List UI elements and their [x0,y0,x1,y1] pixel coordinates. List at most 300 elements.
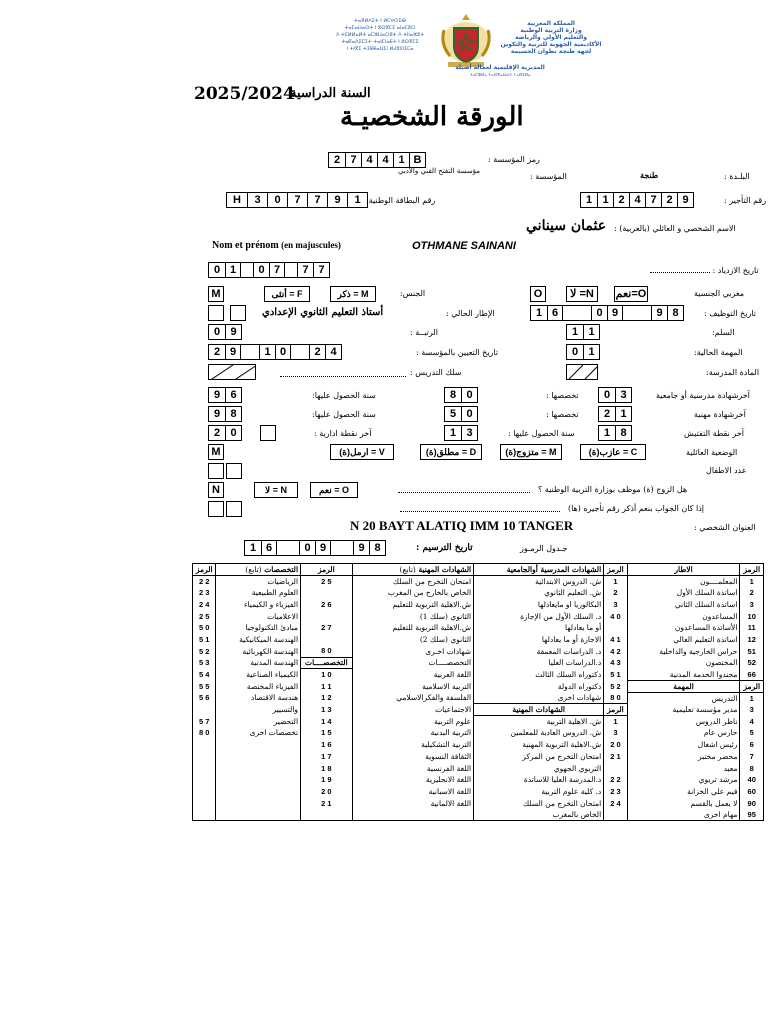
digit-box: 7 [645,193,661,207]
codes-table-label: جـدول الرمـوز [520,544,568,553]
digit-box: 2 [213,346,221,358]
legend-cell-school-name: امتحان التخرج من المركز [474,751,604,763]
spouse-payroll-box [208,501,224,517]
gender-label: الجنس: [400,289,426,298]
legend-cell-spec-name [216,786,301,798]
gender-value-box: M [208,286,224,302]
legend-cell-spec-code: 5 4 [193,669,216,681]
legend-cell-school-code: 2 [604,587,627,599]
task-label: المهمة الحالية: [694,348,743,357]
legend-cell-prof-name: الثقافة النسوية [352,751,473,763]
legend-row [193,786,764,798]
legend-row [193,599,764,611]
gender-male-option: ذكر = M [330,286,376,302]
school-spec-boxes [444,387,478,403]
legend-cell-spec-name: الكيمياء الصناعية [216,669,301,681]
codes-legend-table [192,563,764,821]
legend-cell-prof-code [301,634,353,646]
name-fr-label-note: (en majuscules) [281,240,341,250]
legend-cell-school-code: 1 [604,575,627,587]
legend-cell-spec-code [193,762,216,774]
digit-box: 6 [547,306,563,320]
name-fr-label-main: Nom et prénom [212,240,279,251]
legend-cell-frame-name: قيم علي الخزانة [627,786,740,798]
digit-box: 7 [313,263,329,277]
legend-cell-spec-code: 5 3 [193,657,216,669]
school-cert-boxes [598,387,632,403]
legend-cell-spec-name: الفيزياء و الكيمياء [216,599,301,611]
digit-box: 1 [597,193,613,207]
digit-box: 9 [677,193,693,207]
header-prof-code: الرمز [301,564,353,576]
legend-cell-prof-code [301,610,353,622]
digit-box: 1 [583,345,599,359]
legend-cell-school-name: ش.الاهلية التربوية المهنية [474,739,604,751]
legend-cell-spec-name [216,809,301,821]
legend-cell-prof-code: 2 6 [301,599,353,611]
spouse-no-option: لا = N [254,482,298,498]
legend-cell-school-name: ش. الاهلية التربية [474,715,604,727]
legend-row [193,704,764,716]
legend-cell-spec-name: الرياضيات [216,575,301,587]
header-frame: الاطار [627,564,740,576]
legend-cell-spec-name: تخصصات اخرى [216,727,301,739]
legend-cell-frame-name: المعلمــــون [627,575,740,587]
legend-cell-frame-name: التدريس [627,692,740,704]
legend-row [193,715,764,727]
legend-cell-frame-code: 3 [740,704,764,716]
legend-cell-frame-code: 66 [740,669,764,681]
legend-cell-spec-code [193,774,216,786]
header-prof [352,564,473,576]
prof-cert-label: آخرشهادة مهنية [694,410,746,419]
hire-date-boxes [530,305,684,321]
empty-cycle-box [208,364,256,380]
header-spec [216,564,301,576]
subject-label: المادة المدرسة: [706,368,760,377]
legend-cell-prof-code: 1 6 [301,739,353,751]
rank-label: الرتبــة : [410,328,438,337]
digit-box: 1 [571,326,579,338]
digit-box: 7 [297,263,313,277]
legend-cell-prof-name: علوم التربية [352,715,473,727]
legend-cell-spec-name: الهندسة الكهربائية [216,645,301,657]
legend-cell-frame-name: مرشد تربوي [627,774,740,786]
legend-cell-prof-name: التربية الاسلامية [352,680,473,692]
legend-cell-prof-name: ش.الاهلية التربوية للتعليم [352,622,473,634]
legend-cell-spec-name: الفيزياء المختصة [216,680,301,692]
family-value-box: M [208,444,224,460]
legend-cell-frame-code: 52 [740,657,764,669]
legend-cell-school-code: 4 1 [604,634,627,646]
legend-cell-frame-name: ناظر الدروس [627,715,740,727]
legend-cell-spec-code [193,739,216,751]
legend-row [193,739,764,751]
legend-cell-school-name: الاجازة أو ما يعادلها [474,634,604,646]
legend-cell-frame-code: 11 [740,622,764,634]
digit-box: 0 [213,326,221,338]
legend-cell-spec-code: 5 6 [193,692,216,704]
legend-cell-frame-code: 8 [740,762,764,774]
legend-cell-school-code: 5 2 [604,680,627,692]
assign-date-boxes [208,344,342,360]
digit-box: 8 [449,389,457,401]
admin-decimal-box [260,425,276,441]
header-frame-code: الرمز [740,564,764,576]
legend-cell-school-name: د.الدراسات العليا [474,657,604,669]
legend-cell-school-name: د. السلك الأول من الإجازة [474,610,604,622]
digit-box: 3 [461,426,477,440]
digit-box: 1 [249,542,257,554]
legend-cell-school-code: 2 0 [604,739,627,751]
coat-of-arms-emblem [438,10,494,70]
admin-note-boxes [208,425,242,441]
legend-cell-spec-name: الاعلاميات [216,610,301,622]
digit-box: 2 [661,193,677,207]
legend-cell-prof-code: 2 5 [301,575,353,587]
legend-cell-school-name: شهادات اخرى [474,692,604,704]
tifinagh-line: ⴷ ⵜⵎⵍⵍⴰⵍⵜ ⴰⵎⵣⵡⴰⵔⵓⵜ ⴷ ⵜⵏⵏⴰⵣⵓⵜ [335,32,425,38]
legend-cell-prof-name: اللغة العربية [352,669,473,681]
digit-box: 7 [345,153,361,167]
digit-box: 1 [583,325,599,339]
digit-box: 2 [613,193,629,207]
legend-cell-school-code: 3 [604,727,627,739]
legend-cell-frame-code: 5 [740,727,764,739]
legend-cell-spec-name [216,797,301,809]
legend-cell-prof-name: الخاص بالخارج من المغرب [352,587,473,599]
digit-box: 0 [275,345,291,359]
family-status-label: الوضعية العائلية [686,448,738,457]
address-label: العنوان الشخصي : [694,523,756,532]
legend-row [193,797,764,809]
digit-box: 1 [449,427,457,439]
legend-cell-spec-code [193,797,216,809]
divorced-option: مطلق(ة) = D [420,444,482,460]
legend-cell-prof-name: اللغة الالمانية [352,797,473,809]
header-spec-text: التخصصات [264,564,299,574]
legend-cell-prof-name: امتحان التخرج من السلك [352,575,473,587]
legend-cell-frame-code: 51 [740,645,764,657]
legend-cell-frame-code: 6 [740,739,764,751]
page-title: الورقة الشخصيـة [340,102,524,132]
arabic-header-line: الأكاديمية الجهوية للتربية والتكوين [500,41,602,48]
legend-cell-prof-code: 1 0 [301,669,353,681]
legend-cell-school-code: 1 [604,715,627,727]
inspection-label: آخر نقطة التفتيش [684,429,744,438]
legend-cell-school-name: الخاص بالمغرب [474,809,604,821]
legend-cell-school-name: ش. الدروس الابتدائية [474,575,604,587]
digit-box: 0 [299,541,315,555]
nationality-label: مغربي الجنسية [694,289,745,298]
tifinagh-header [330,18,430,53]
digit-box: 6 [261,541,277,555]
digit-box: 6 [225,388,241,402]
digit-box: 1 [393,153,409,167]
legend-header-row [193,564,764,576]
dotted-line [398,492,530,493]
legend-cell-frame-name: حراس الخارجية والداخلية [627,645,740,657]
legend-cell-frame-code: 40 [740,774,764,786]
legend-cell-prof-name: التربية البدنية [352,727,473,739]
legend-cell-school-code: الرمز [604,704,627,716]
name-fr-value: OTHMANE SAINANI [412,240,516,252]
legend-cell-prof-code: 8 0 [301,645,353,657]
legend-cell-prof-name: ش.الاهلية التربوية للتعليم [352,599,473,611]
prof-year-boxes [208,406,242,422]
legend-cell-frame-name: اساتذة السلك الأول [627,587,740,599]
digit-box: 2 [309,345,325,359]
legend-cell-spec-name [216,762,301,774]
widow-option: ارمل(ة) = V [330,444,394,460]
legend-cell-frame-code: 1 [740,692,764,704]
scale-label: السلم: [712,328,735,337]
legend-cell-school-code: 4 3 [604,657,627,669]
legend-cell-spec-code: 5 2 [193,645,216,657]
digit-box: 3 [247,193,267,207]
legend-cell-frame-name: مدير مؤسسة تعليمية [627,704,740,716]
digit-box: 8 [225,407,241,421]
legend-cell-frame-name: معيد [627,762,740,774]
digit-box: 9 [213,408,221,420]
prof-spec-boxes [444,406,478,422]
legend-cell-school-name: البكالوريا او مايعادلها [474,599,604,611]
legend-row [193,575,764,587]
birth-label-text: تاريخ الازدياد : [712,266,759,275]
legend-cell-school-name: د. كلية علوم التربية [474,786,604,798]
tifinagh-line: ⵜⴰⵎⴰⵡⴰⵙⵜ ⵏ ⵓⵙⴳⵎⵉ ⴰⵏⴰⵎⵓⵔ [344,25,416,31]
legend-cell-prof-code: 1 5 [301,727,353,739]
assign-date-label: تاريخ التعيين بالمؤسسة : [416,348,499,357]
legend-cell-spec-name [216,774,301,786]
digit-box: 0 [571,346,579,358]
digit-box: 0 [253,263,269,277]
legend-cell-school-code [604,762,627,774]
inspection-boxes [598,425,632,441]
header-prof-text: الشهادات المهنية [418,564,472,574]
prof-cert-boxes [598,406,632,422]
digit-box: 2 [603,408,611,420]
digit-box: 9 [315,541,331,555]
legend-cell-school-code: 8 0 [604,692,627,704]
digit-box: 0 [225,426,241,440]
digit-box: 0 [267,193,287,207]
inspection-year-boxes [444,425,478,441]
legend-cell-prof-name [352,809,473,821]
digit-box: B [409,153,425,167]
digit-box: 1 [259,345,275,359]
legend-cell-frame-code: 2 [740,587,764,599]
legend-cell-school-name: امتحان التخرج من السلك [474,797,604,809]
digit-box: 1 [585,194,593,206]
legend-cell-prof-code: 1 3 [301,704,353,716]
address-value: N 20 BAYT ALATIQ IMM 10 TANGER [350,518,574,533]
gender-female-option: أنثى = F [264,286,310,302]
legend-row [193,634,764,646]
institution-value: مؤسسة التفتح الفني والأدبي [398,167,481,175]
empty-box [208,305,224,321]
legend-cell-school-code: 5 1 [604,669,627,681]
legend-cell-prof-name: الفلسفة والفكرالاسلامي [352,692,473,704]
legend-cell-school-code: 2 1 [604,751,627,763]
digit-box: 1 [225,263,241,277]
digit-box: 9 [327,193,347,207]
legend-cell-prof-code: 1 2 [301,692,353,704]
name-ar-label: الاسم الشخصي و العائلي (بالعربية) : [614,224,736,233]
hire-date-label: تاريخ التوظيف : [704,309,756,318]
legend-row [193,680,764,692]
legend-cell-spec-name: العلوم الطبيعية [216,587,301,599]
digit-box: 4 [361,153,377,167]
legend-cell-spec-code: 2 5 [193,610,216,622]
legend-cell-spec-code: 2 3 [193,587,216,599]
institution-code-label: رمز المؤسسة : [488,155,540,164]
tenure-boxes [244,540,386,556]
digit-box: H [233,194,241,206]
institution-label: المؤسسة : [530,172,567,181]
direction-tif: ⵜⴰⵎⵀⵍⴰ ⵜⴰⵙⴳⴰⵡⴰⵏⵜ ⵏ ⴰⵚⵉⵍⴰ [469,72,531,77]
city-label: البلـدة : [724,172,750,181]
legend-cell-frame-code: الرمز [740,680,764,692]
legend-cell-prof-code: 1 9 [301,774,353,786]
legend-cell-prof-name: الاجتماعيات [352,704,473,716]
task-boxes [566,344,600,360]
legend-cell-prof-name: شهادات اخـرى [352,645,473,657]
single-option: عازب(ة) = C [580,444,646,460]
digit-box: 5 [449,408,457,420]
legend-cell-frame-code: 60 [740,786,764,798]
legend-cell-spec-name [216,739,301,751]
tifinagh-line: ⵏ ⵜⵏⴳⵉ ⵜⵉⵟⵟⴰⵡⵉⵏ ⵍⵃⵓⵙⵉⵎⴰ [346,46,414,52]
legend-cell-spec-code [193,704,216,716]
school-spec-label: تخصصها : [546,391,579,400]
arabic-header-line: والتعليم الأولي والرياضة [515,34,587,41]
legend-row [193,622,764,634]
children-box [208,463,224,479]
children-label: عدد الاطفال [706,466,747,475]
legend-cell-prof-name: اللغة الانجليزية [352,774,473,786]
legend-cell-spec-code: 5 7 [193,715,216,727]
legend-cell-frame-code: 10 [740,610,764,622]
legend-cell-frame-name: محضر مختبر [627,751,740,763]
spouse-question: هل الزوج (ة) موظف بوزارة التربية الوطنية ؟ [538,485,688,494]
legend-cell-spec-code: 2 4 [193,599,216,611]
name-ar-value: عثمان سيناني [526,218,607,234]
digit-box: 3 [615,388,631,402]
legend-cell-school-code [604,622,627,634]
legend-row [193,727,764,739]
digit-box: 2 [333,154,341,166]
legend-cell-prof-code: 1 1 [301,680,353,692]
rank-boxes [208,324,242,340]
legend-cell-prof-code: 1 4 [301,715,353,727]
cin-boxes [226,192,368,208]
frame-label: الإطار الحالي : [446,309,495,318]
legend-cell-prof-name: اللغة الاسبانية [352,786,473,798]
digit-box: 1 [603,427,611,439]
legend-cell-frame-name: اساتذة التعليم العالي [627,634,740,646]
legend-cell-frame-code: 90 [740,797,764,809]
legend-cell-spec-name: الهندسة المدنية [216,657,301,669]
digit-box: 2 [213,427,221,439]
digit-box: 4 [377,153,393,167]
dotted-line [400,511,560,512]
legend-cell-spec-name: والتسيير [216,704,301,716]
cin-label: رقم البطاقة الوطنية: [366,196,436,205]
legend-cell-frame-name: مهام اخرى [627,809,740,821]
frame-value: أستاذ التعليم الثانوي الإعدادي [262,307,384,318]
digit-box: 8 [369,541,385,555]
legend-cell-frame-name: المختصون [627,657,740,669]
legend-cell-frame-name: مجندوا الخدمة المدنية [627,669,740,681]
digit-box: 8 [615,426,631,440]
legend-cell-school-name: ش. التعليم الثانوي [474,587,604,599]
legend-cell-frame-code: 1 [740,575,764,587]
legend-cell-prof-code: 1 8 [301,762,353,774]
name-fr-label [212,240,341,251]
arabic-header-line: لجهة طنجة تطوان الحسيمة [510,48,592,55]
header-school: الشهادات المدرسية أوالجامعية [474,564,604,576]
direction-ar: المديرية الإقليمية لعمالة أصيلة [455,64,545,71]
digit-box: 1 [535,307,543,319]
legend-cell-spec-code: 5 1 [193,634,216,646]
legend-cell-school-name: دكتوراه السلك الثالث [474,669,604,681]
school-cert-label: آخرشهادة مدرسية أو جامعية [656,391,750,400]
prof-year-label: سنة الحصول عليها: [312,410,376,419]
tifinagh-line: ⵜⴰⴳⵍⴷⵉⵜ ⵏ ⵍⵎⵖⵔⵉⴱ [354,18,406,24]
legend-cell-school-code: 2 3 [604,786,627,798]
legend-row [193,809,764,821]
legend-cell-spec-code [193,809,216,821]
digit-box: 9 [353,541,369,555]
legend-cell-spec-code [193,786,216,798]
digit-box: 0 [461,407,477,421]
legend-cell-school-code: 4 0 [604,610,627,622]
birth-label [650,266,759,275]
arabic-header-line: وزارة التربية الوطنية [520,27,582,34]
legend-cell-prof-code: 2 7 [301,622,353,634]
legend-row [193,610,764,622]
legend-cell-spec-name: مبادئ التكنولوجيا [216,622,301,634]
digit-box: 4 [325,345,341,359]
legend-cell-spec-code: 5 5 [193,680,216,692]
payroll-label: رقم التأجير : [724,196,767,205]
legend-cell-spec-name: الهندسة الميكانيكية [216,634,301,646]
birth-date-boxes [208,262,330,278]
legend-cell-school-code: 2 4 [604,797,627,809]
school-year-label: السنة الدراسية [290,86,371,101]
legend-cell-frame-name: المهمة [627,680,740,692]
digit-box: 7 [269,263,285,277]
legend-cell-prof-name: اللغة الفرنسية [352,762,473,774]
legend-cell-prof-code: التخصصــــات [301,657,353,669]
arabic-header-line: المملكة المغربية [527,20,575,27]
school-year-boxes [208,387,242,403]
legend-cell-frame-name: المساعدون [627,610,740,622]
admin-note-label: آخر نقطة ادارية : [314,429,372,438]
legend-cell-frame-name: اساتذة السلك الثاني [627,599,740,611]
legend-cell-school-code: 2 2 [604,774,627,786]
digit-box: 9 [607,306,623,320]
legend-cell-school-name: د.المدرسة العليا للاساتذة [474,774,604,786]
inspection-year-label: سنة الحصول عليها : [508,429,575,438]
city-value: طنجة [640,170,659,180]
digit-box: 0 [461,388,477,402]
legend-cell-spec-code: 2 2 [193,575,216,587]
legend-cell-frame-code: 12 [740,634,764,646]
digit-box: 9 [225,325,241,339]
legend-cell-spec-name: التحضير [216,715,301,727]
